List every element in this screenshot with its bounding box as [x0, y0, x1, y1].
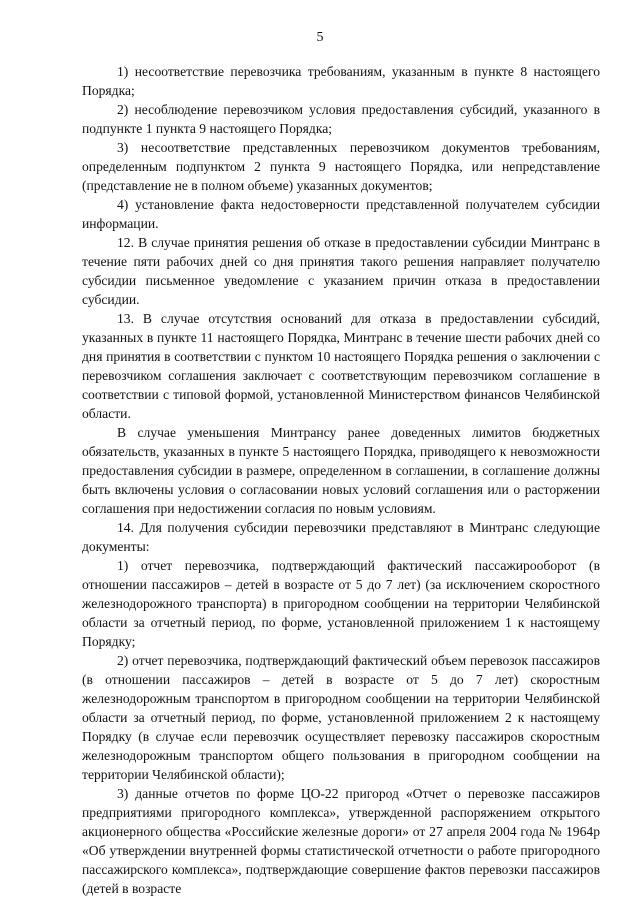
paragraph-item-11-4: 4) установление факта недостоверности представленной получателем субсидии информации. — [82, 197, 600, 231]
paragraph-item-14-3: 3) данные отчетов по форме ЦО-22 пригород «Отчет о перевозке пассажиров предприятиями пригородного комплекса», утвержденной распоряжением открытого акционерного общества «Российские железные дороги» от 27 апреля 2004 года № 1964р «Об утверждении внутренней формы статистической отчетности о работе пригородного пассажирского комплекса», подтверждающие совершение фактов перевозки пассажиров (детей в возрасте — [82, 786, 600, 896]
paragraph-clause-14: 14. Для получения субсидии перевозчики представляют в Минтранс следующие документы: — [82, 520, 600, 554]
paragraph-item-11-3: 3) несоответствие представленных перевозчиком документов требованиям, определенным подпунктом 2 пункта 9 настоящего Порядка, или непредставление (представление не в полном объеме) указанных документов; — [82, 140, 600, 193]
paragraph-item-11-1: 1) несоответствие перевозчика требованиям, указанным в пункте 8 настоящего Порядка; — [82, 64, 600, 98]
page-number: 5 — [316, 30, 324, 45]
paragraph-clause-12: 12. В случае принятия решения об отказе в предоставлении субсидии Минтранс в течение пяти рабочих дней со дня принятия такого решения направляет получателю субсидии письменное уведомление с указанием причин отказа в предоставлении субсидии. — [82, 235, 600, 307]
paragraph-clause-13: 13. В случае отсутствия оснований для отказа в предоставлении субсидий, указанных в пункте 11 настоящего Порядка, Минтранс в течение шести рабочих дней со дня принятия в соответствии с пунктом 10 настоящего Порядка решения о заключении с перевозчиком соглашения заключает с соответствующим перевозчиком соглашение в соответствии с типовой формой, установленной Министерством финансов Челябинской области. — [82, 311, 600, 421]
paragraph-item-14-2: 2) отчет перевозчика, подтверждающий фактический объем перевозок пассажиров (в отношении пассажиров – детей в возрасте от 5 до 7 лет) скоростным железнодорожным транспортом в пригородном сообщении на территории Челябинской области за отчетный период, по форме, установленной приложением 2 к настоящему Порядку (в случае если перевозчик осуществляет перевозку пассажиров скоростным железнодорожным транспортом общего пользования в пригородном сообщении на территории Челябинской области); — [82, 653, 600, 782]
paragraph-item-14-1: 1) отчет перевозчика, подтверждающий фактический пассажирооборот (в отношении пассажиров – детей в возрасте от 5 до 7 лет) (за исключением скоростного железнодорожного транспорта) в пригородном сообщении на территории Челябинской области за отчетный период, по форме, установленной приложением 1 к настоящему Порядку; — [82, 558, 600, 649]
document-body — [82, 62, 600, 898]
paragraph-clause-13-limits: В случае уменьшения Минтрансу ранее доведенных лимитов бюджетных обязательств, указанных в пункте 5 настоящего Порядка, приводящего к невозможности предоставления субсидии в размере, определенном в соглашении, в соглашение должны быть включены условия о согласовании новых условий соглашения или о расторжении соглашения при недостижении согласия по новым условиям. — [82, 425, 600, 516]
paragraph-item-11-2: 2) несоблюдение перевозчиком условия предоставления субсидий, указанного в подпункте 1 пункта 9 настоящего Порядка; — [82, 102, 600, 136]
